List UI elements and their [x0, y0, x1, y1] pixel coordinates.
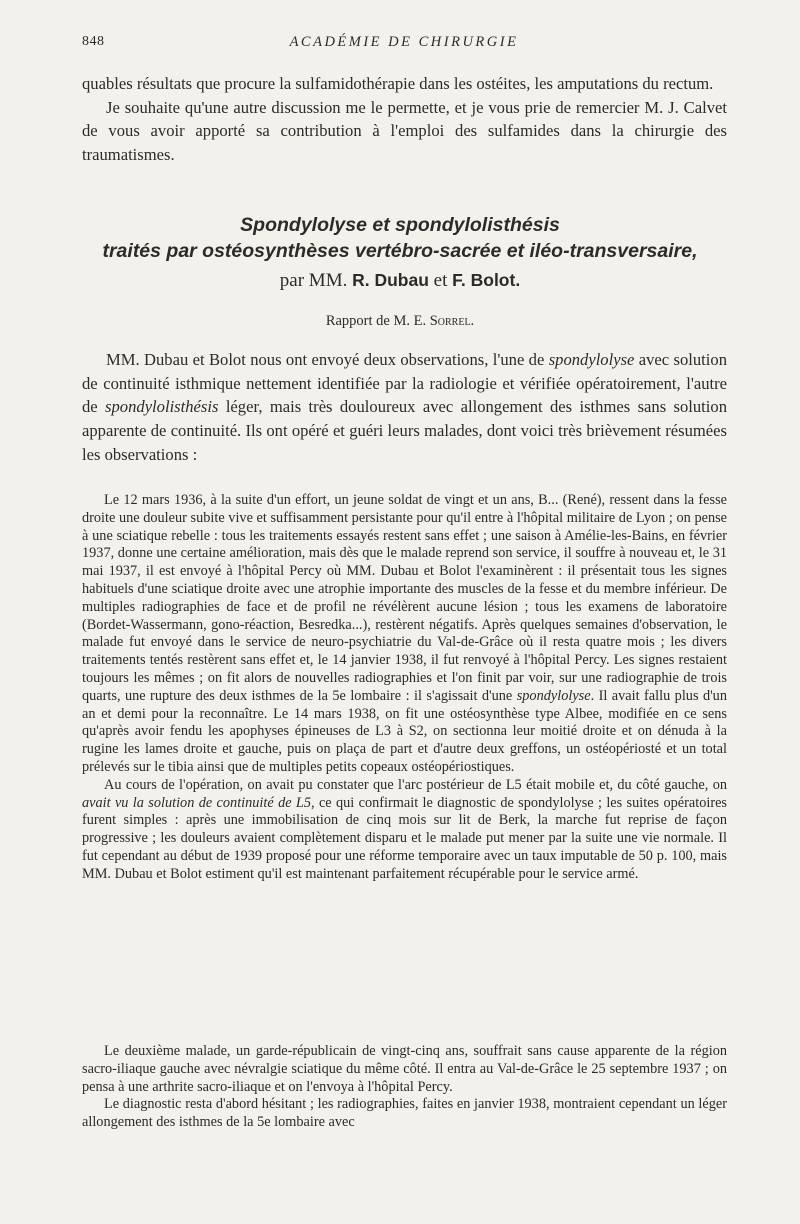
main-text-part: avec solution de continuité isthmique nettement identifiée par la radiologie et vérifiée opératoirement, l'autre de [82, 350, 727, 417]
emphasized-phrase: avait vu la solution de continuité de L5 [82, 794, 312, 811]
term-spondylolyse: spondylolyse [516, 687, 591, 704]
intro-text [82, 72, 727, 167]
intro-paragraph-1: quables résultats que procure la sulfamidothérapie dans les ostéites, les amputations du rectum. [82, 74, 714, 93]
main-text [82, 348, 727, 467]
authors-joiner: et [433, 270, 448, 291]
running-head: ACADÉMIE DE CHIRURGIE [289, 34, 519, 50]
observation-2 [82, 1043, 727, 1132]
authors-prefix: par MM. [279, 270, 348, 291]
article-authors [0, 270, 800, 292]
author-1: R. Dubau [352, 270, 429, 290]
author-2: F. Bolot. [452, 270, 521, 290]
term-spondylolisthesis: spondylolisthésis [105, 397, 219, 417]
intro-paragraph-2: Je souhaite qu'une autre discussion me le permette, et je vous prie de remercier M. J. Calvet de vous avoir apporté sa contribution à l'emploi des sulfamides dans la chirurgie des traumatismes. [82, 97, 727, 165]
rapport-line [0, 313, 800, 330]
observation-1 [82, 492, 727, 884]
rapport-prefix: Rapport de M. E. [325, 313, 427, 329]
observation-2-paragraph-1: Le deuxième malade, un garde-républicain de vingt-cinq ans, souffrait sans cause apparente de la région sacro-iliaque gauche avec névralgie sciatique du même côté. Il entra au Val-de-Grâce le 25 septembre 1937 ; on pensa à une arthrite sacro-iliaque et on l'envoya à l'hôpital Percy. [82, 1043, 727, 1095]
article-title-line-1: Spondylolyse et spondylolisthésis [240, 214, 560, 236]
observation-text-part: , ce qui confirmait le diagnostic de spondylolyse ; les suites opératoires furent simples : après une immobilisation de cinq mois sur lit de Berk, la marche fut reprise de façon progressive ; les douleurs avaient complètement disparu et le malade put mener par la suite une vie normale. Il fut cependant au début de 1939 proposé pour une réforme temporaire avec un taux imputable de 50 p. 100, mais MM. Dubau et Bolot estiment qu'il est maintenant parfaitement récupérable pour le service armé. [82, 794, 727, 882]
observation-1-paragraph-2 [82, 777, 727, 884]
observation-2-paragraph-2: Le diagnostic resta d'abord hésitant ; les radiographies, faites en janvier 1938, montraient cependant un léger allongement des isthmes de la 5e lombaire avec [82, 1096, 727, 1131]
observation-text-part: Le 12 mars 1936, à la suite d'un effort, un jeune soldat de vingt et un ans, B... (René), ressent dans la fesse droite une douleur subite vive et suffisamment persistante pour qu'il entre à l'hôpital militaire de Lyon ; on pense à une sciatique rebelle : tous les traitements essayés restent sans effet ; une saison à Amélie-les-Bains, en février 1937, donne une certaine amélioration, mais dès que le malade reprend son service, il souffre à nouveau et, le 31 mai 1937, il est envoyé à l'hôpital Percy où MM. Dubau et Bolot l'examinèrent : il présentait tous les signes habituels d'une sciatique droite avec une atrophie importante des muscles de la fesse et du membre inférieur. De multiples radiographies de face et de profil ne révélèrent aucune lésion ; tous les examens de laboratoire (Bordet-Wassermann, gono-réaction, Besredka...), restèrent négatifs. Après quelques semaines d'observation, le malade fut envoyé dans le service de neuro-psychiatrie du Val-de-Grâce où il resta quatre mois ; les divers traitements tentés restèrent sans effet et, le 14 janvier 1938, il fut renvoyé à l'hôpital Percy. Les signes restaient toujours les mêmes ; on fit alors de nouvelles radiographies et l'on finit par voir, sur une radiographie de trois quarts, une rupture des deux isthmes de la 5e lombaire : il s'agissait d'une [82, 492, 727, 704]
rapport-name: Sorrel. [429, 313, 475, 329]
page-number: 848 [82, 34, 105, 49]
observation-1-paragraph-1 [82, 492, 727, 777]
observation-text-part: . Il avait fallu plus d'un an et demi pour la reconnaître. Le 14 mars 1938, on fit une ostéosynthèse type Albee, modifiée en ce sens qu'après avoir fendu les apophyses épineuses de L3 à S2, on sectionna leur moitié droite et on dénuda à la rugine les lames droite et gauche, puis on plaça de part et d'autre deux greffons, un ostéopériosté et un total prélevés sur le tibia ainsi que de multiples petits copeaux ostéopériostiques. [82, 687, 727, 775]
term-spondylolyse: spondylolyse [548, 350, 635, 369]
observation-text-part: Au cours de l'opération, on avait pu constater que l'arc postérieur de L5 était mobile et, du côté gauche, on [104, 776, 727, 793]
main-text-part: léger, mais très douloureux avec allongement des isthmes sans solution apparente de continuité. Ils ont opéré et guéri leurs malades, dont voici très brièvement résumées les observations : [82, 397, 727, 464]
article-title-line-2: traités par ostéosynthèses vertébro-sacrée et iléo-transversaire, [102, 240, 698, 262]
main-paragraph [82, 348, 727, 467]
main-text-part: MM. Dubau et Bolot nous ont envoyé deux observations, l'une de [106, 350, 549, 369]
page-header [82, 34, 726, 56]
